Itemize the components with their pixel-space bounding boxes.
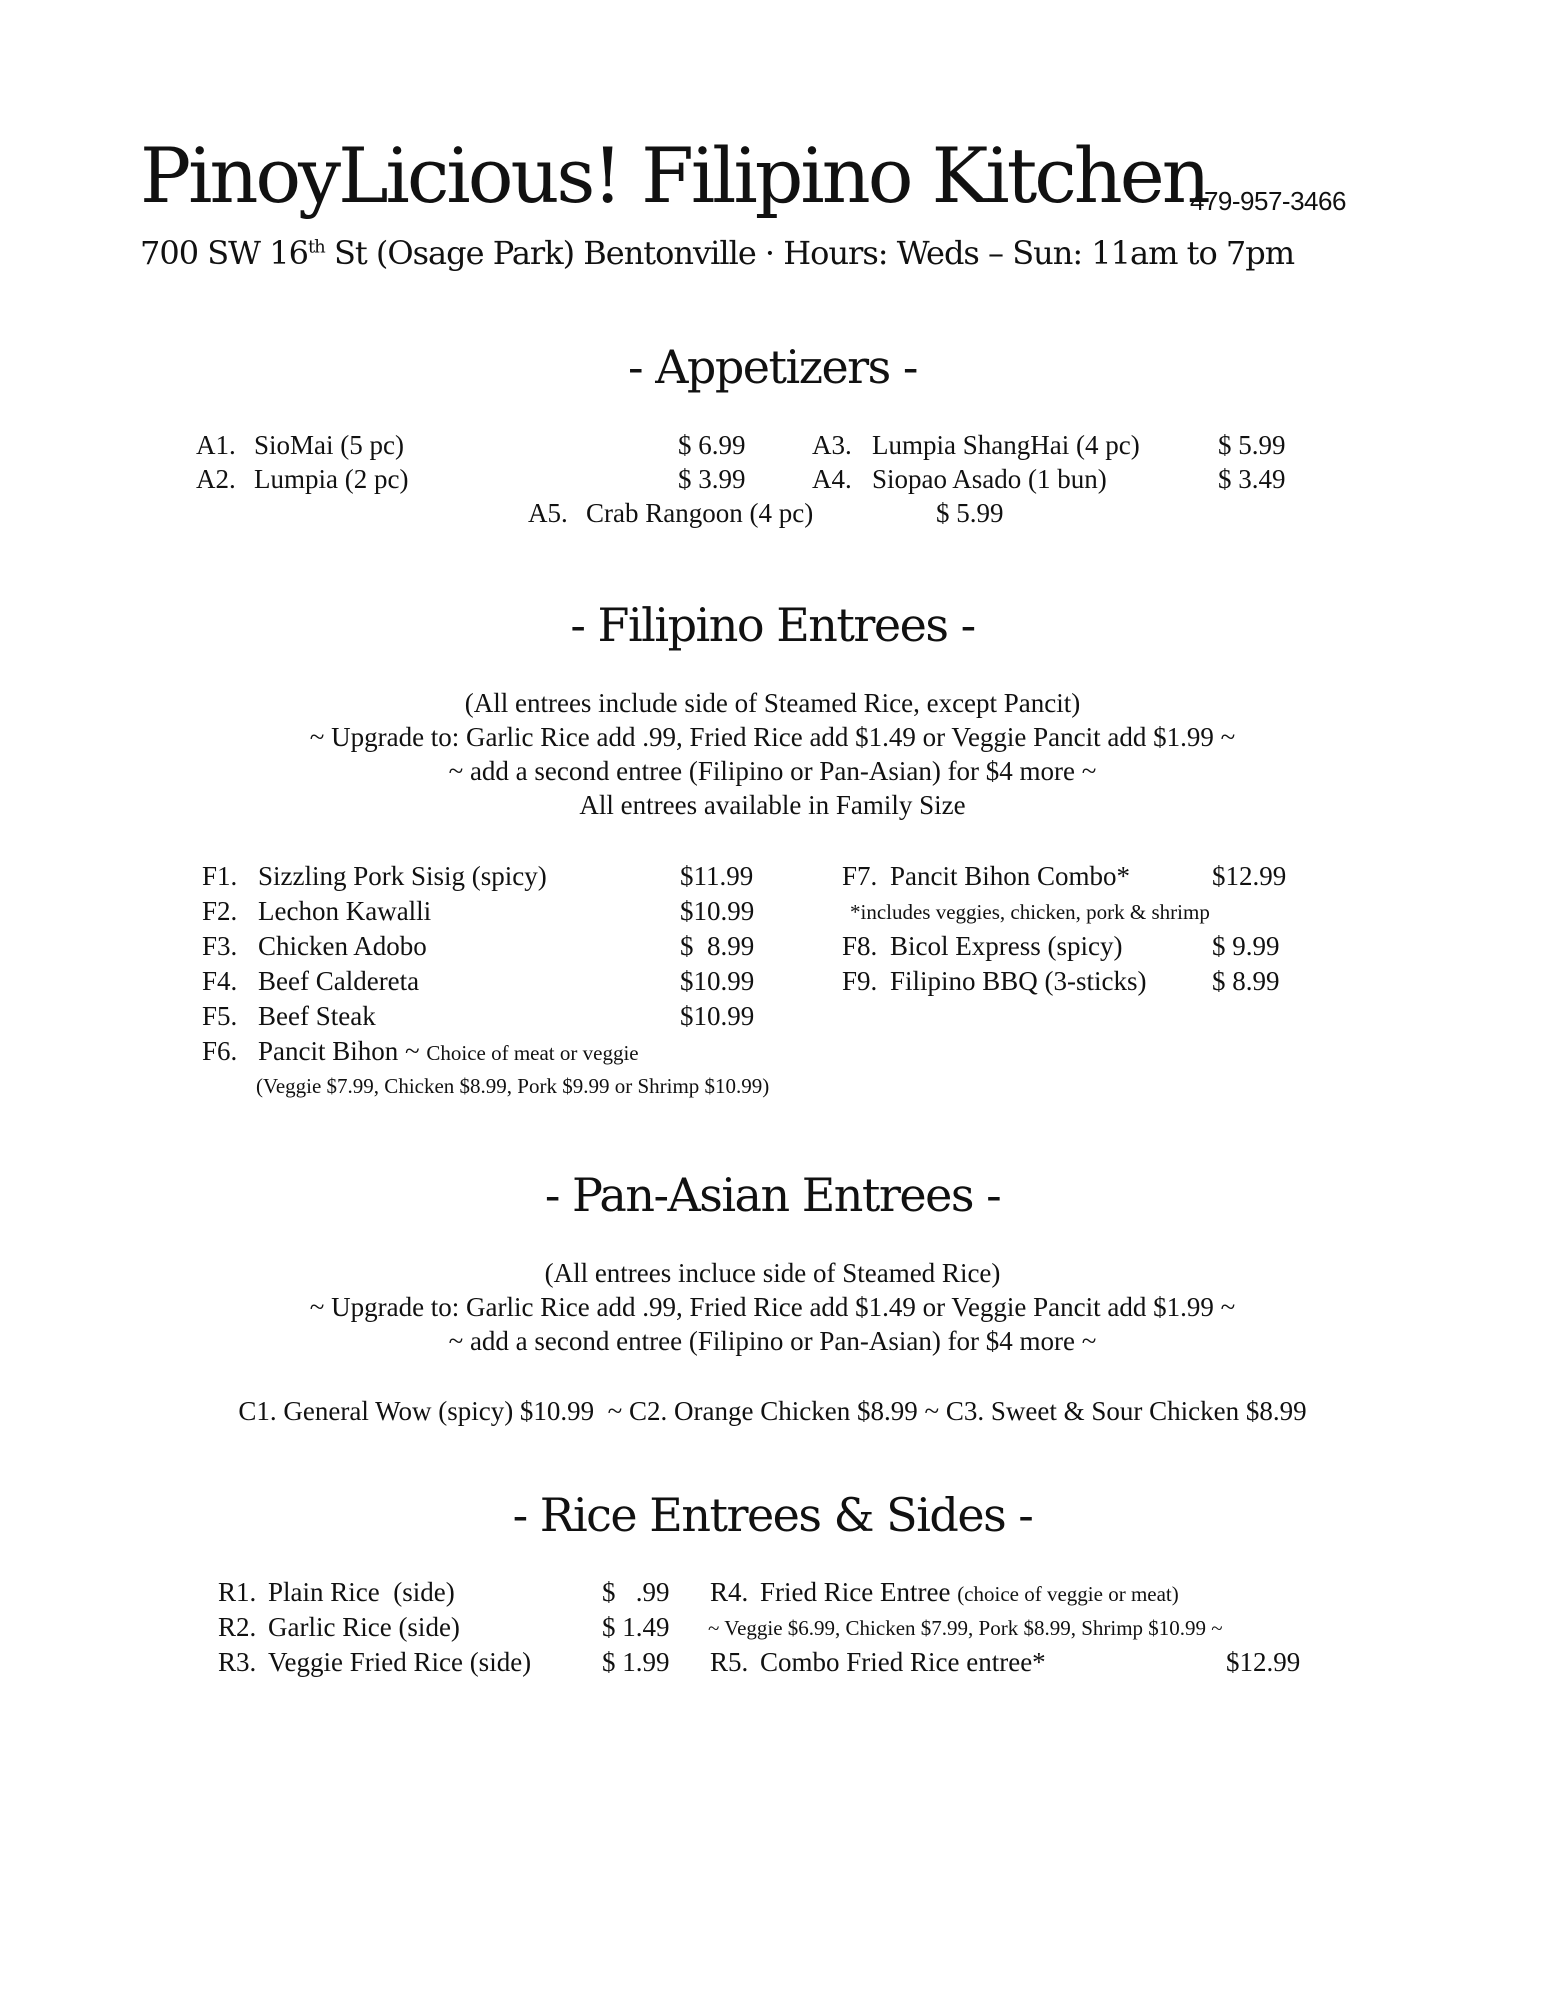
panasian-entrees-heading: - Pan-Asian Entrees - bbox=[544, 1168, 1001, 1222]
appetizer-name-a4: Siopao Asado (1 bun) bbox=[872, 464, 1107, 494]
address-street: 700 SW 16 bbox=[140, 234, 308, 272]
filipino-code-f5: F5. bbox=[202, 1001, 238, 1031]
filipino-note-second-entree: ~ add a second entree (Filipino or Pan-Asian) for $4 more ~ bbox=[448, 756, 1097, 786]
filipino-code-f2: F2. bbox=[202, 896, 238, 926]
address-rest-hours: St (Osage Park) Bentonville · Hours: Weds – Sun: 11am to 7pm bbox=[324, 234, 1295, 272]
appetizer-price-a5: $ 5.99 bbox=[936, 498, 1004, 528]
filipino-name-f1: Sizzling Pork Sisig (spicy) bbox=[258, 861, 547, 891]
rice-r4-line bbox=[760, 1577, 1179, 1608]
filipino-entrees-heading: - Filipino Entrees - bbox=[570, 598, 975, 652]
appetizer-name-a2: Lumpia (2 pc) bbox=[254, 464, 409, 494]
panasian-note-upgrade: ~ Upgrade to: Garlic Rice add .99, Fried Rice add $1.49 or Veggie Pancit add $1.99 ~ bbox=[309, 1292, 1236, 1322]
appetizer-code-a2: A2. bbox=[196, 464, 236, 494]
rice-price-r3: $ 1.99 bbox=[602, 1647, 670, 1677]
appetizer-price-a2: $ 3.99 bbox=[678, 464, 746, 494]
filipino-name-f6: Pancit Bihon ~ bbox=[258, 1036, 427, 1066]
filipino-price-f9: $ 8.99 bbox=[1212, 966, 1280, 996]
rice-name-r2: Garlic Rice (side) bbox=[268, 1612, 460, 1642]
filipino-code-f7: F7. bbox=[842, 861, 878, 891]
filipino-code-f3: F3. bbox=[202, 931, 238, 961]
rice-name-r1: Plain Rice (side) bbox=[268, 1577, 455, 1607]
appetizer-code-a3: A3. bbox=[812, 430, 852, 460]
filipino-code-f6: F6. bbox=[202, 1036, 238, 1066]
filipino-code-f1: F1. bbox=[202, 861, 238, 891]
address-hours bbox=[140, 234, 1294, 272]
filipino-price-f4: $10.99 bbox=[680, 966, 755, 996]
panasian-items-line: C1. General Wow (spicy) $10.99 ~ C2. Orange Chicken $8.99 ~ C3. Sweet & Sour Chicken $8.99 bbox=[238, 1396, 1307, 1426]
filipino-name-f7: Pancit Bihon Combo* bbox=[890, 861, 1131, 891]
filipino-code-f4: F4. bbox=[202, 966, 238, 996]
appetizer-code-a4: A4. bbox=[812, 464, 852, 494]
filipino-price-f2: $10.99 bbox=[680, 896, 755, 926]
filipino-f6-prices: (Veggie $7.99, Chicken $8.99, Pork $9.99 or Shrimp $10.99) bbox=[256, 1074, 770, 1098]
filipino-note-family-size: All entrees available in Family Size bbox=[579, 790, 966, 820]
panasian-note-rice: (All entrees incluce side of Steamed Rice) bbox=[544, 1258, 1001, 1288]
rice-code-r3: R3. bbox=[218, 1647, 257, 1677]
appetizer-code-a1: A1. bbox=[196, 430, 236, 460]
filipino-price-f3: $ 8.99 bbox=[680, 931, 755, 961]
rice-price-r5: $12.99 bbox=[1226, 1647, 1301, 1677]
rice-r4-prices: ~ Veggie $6.99, Chicken $7.99, Pork $8.99, Shrimp $10.99 ~ bbox=[708, 1616, 1223, 1640]
phone-number: 479-957-3466 bbox=[1190, 186, 1346, 216]
filipino-name-f4: Beef Caldereta bbox=[258, 966, 420, 996]
appetizer-code-a5: A5. bbox=[528, 498, 568, 528]
appetizer-name-a3: Lumpia ShangHai (4 pc) bbox=[872, 430, 1140, 460]
appetizer-name-a5: Crab Rangoon (4 pc) bbox=[586, 498, 814, 528]
filipino-price-f1: $11.99 bbox=[680, 861, 754, 891]
filipino-name-f2: Lechon Kawalli bbox=[258, 896, 432, 926]
rice-code-r5: R5. bbox=[710, 1647, 749, 1677]
rice-price-r1: $ .99 bbox=[602, 1577, 670, 1607]
rice-code-r2: R2. bbox=[218, 1612, 257, 1642]
appetizer-price-a1: $ 6.99 bbox=[678, 430, 746, 460]
filipino-code-f9: F9. bbox=[842, 966, 878, 996]
filipino-price-f7: $12.99 bbox=[1212, 861, 1287, 891]
filipino-f7-footnote: *includes veggies, chicken, pork & shrimp bbox=[850, 900, 1210, 924]
filipino-name-f3: Chicken Adobo bbox=[258, 931, 427, 961]
filipino-note-rice: (All entrees include side of Steamed Rice, except Pancit) bbox=[464, 688, 1081, 718]
filipino-code-f8: F8. bbox=[842, 931, 878, 961]
filipino-detail-f6: Choice of meat or veggie bbox=[426, 1041, 639, 1065]
filipino-note-upgrade: ~ Upgrade to: Garlic Rice add .99, Fried Rice add $1.49 or Veggie Pancit add $1.99 ~ bbox=[309, 722, 1236, 752]
address-ordinal: th bbox=[307, 236, 325, 258]
rice-price-r2: $ 1.49 bbox=[602, 1612, 670, 1642]
filipino-name-f9: Filipino BBQ (3-sticks) bbox=[890, 966, 1147, 996]
rice-name-r4: Fried Rice Entree bbox=[760, 1577, 958, 1607]
panasian-note-second-entree: ~ add a second entree (Filipino or Pan-Asian) for $4 more ~ bbox=[448, 1326, 1097, 1356]
appetizer-price-a4: $ 3.49 bbox=[1218, 464, 1286, 494]
appetizer-name-a1: SioMai (5 pc) bbox=[254, 430, 404, 460]
filipino-name-f8: Bicol Express (spicy) bbox=[890, 931, 1123, 961]
rice-name-r5: Combo Fried Rice entree* bbox=[760, 1647, 1046, 1677]
filipino-price-f8: $ 9.99 bbox=[1212, 931, 1280, 961]
rice-detail-r4: (choice of veggie or meat) bbox=[957, 1582, 1179, 1606]
filipino-price-f5: $10.99 bbox=[680, 1001, 755, 1031]
rice-code-r1: R1. bbox=[218, 1577, 257, 1607]
appetizers-heading: - Appetizers - bbox=[628, 340, 917, 394]
restaurant-title: PinoyLicious! Filipino Kitchen bbox=[140, 131, 1208, 220]
filipino-name-f5: Beef Steak bbox=[258, 1001, 376, 1031]
rice-name-r3: Veggie Fried Rice (side) bbox=[268, 1647, 532, 1677]
filipino-f6-line bbox=[258, 1036, 639, 1067]
rice-code-r4: R4. bbox=[710, 1577, 749, 1607]
appetizer-price-a3: $ 5.99 bbox=[1218, 430, 1286, 460]
rice-entrees-heading: - Rice Entrees & Sides - bbox=[512, 1488, 1033, 1542]
